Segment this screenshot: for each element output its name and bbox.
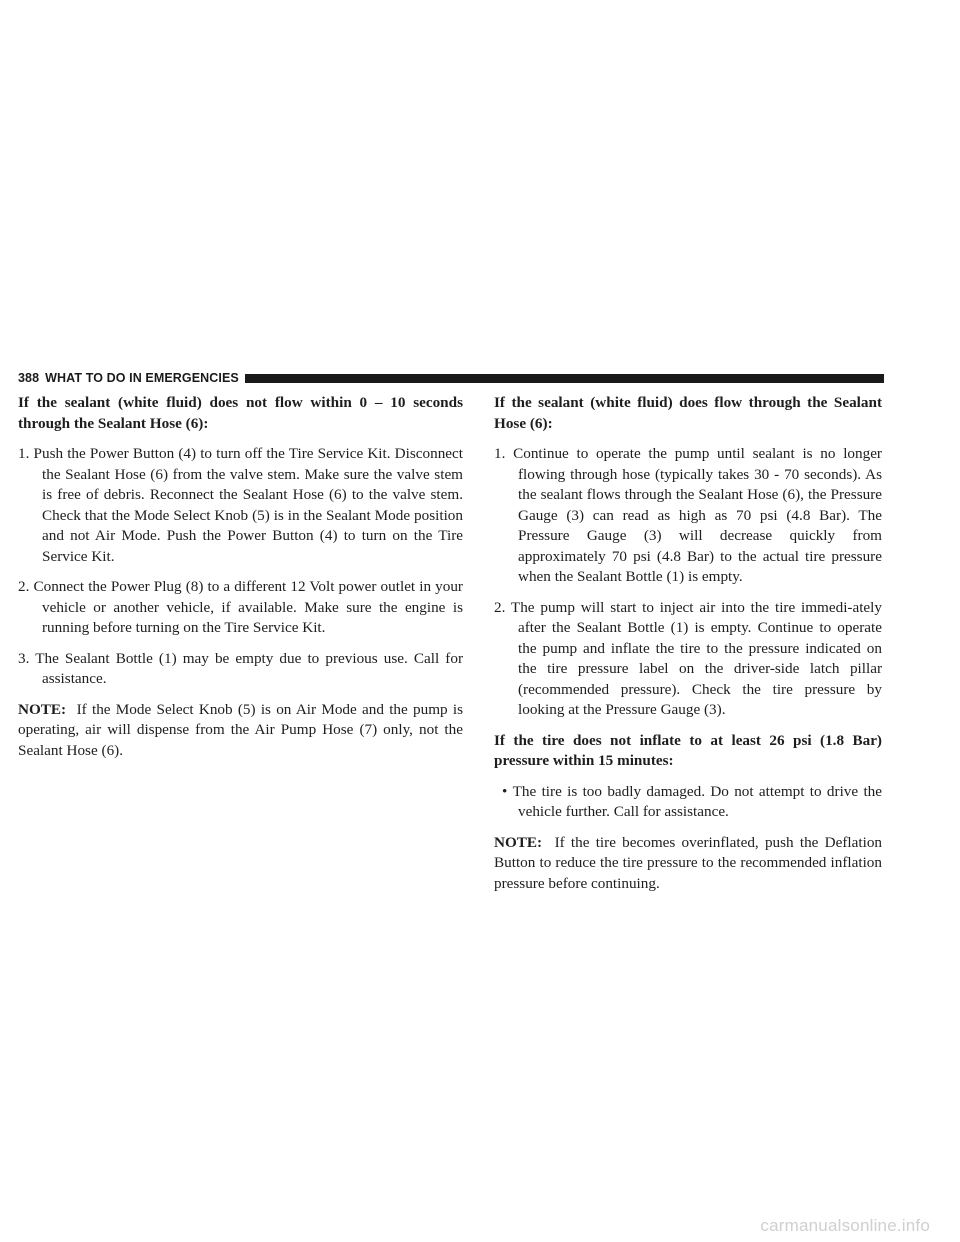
note-text: If the Mode Select Knob (5) is on Air Mode and the pump is operating, air will dispense from the Air Pump Hose (7) only, not the Sealant Hose (6). <box>18 700 463 759</box>
watermark: carmanualsonline.info <box>760 1216 930 1235</box>
bullet-icon: • <box>502 782 508 800</box>
section-title: WHAT TO DO IN EMERGENCIES <box>45 371 239 385</box>
note-label: NOTE: <box>18 700 67 718</box>
page-number: 388 <box>18 371 40 385</box>
right-step: 1. Continue to operate the pump until sealant is no longer flowing through hose (typically takes 30 - 70 seconds). As the sealant flows through the Sealant Hose (6), the Pressure Gauge (3) can read as high as 70 psi (4.8 Bar). The Pressure Gauge (3) will decrease quickly from approximately 70 psi (4.8 Bar) to the actual tire pressure when the Sealant Bottle (1) is empty. <box>494 445 882 585</box>
note-label: NOTE: <box>494 833 543 851</box>
left-note <box>18 700 463 762</box>
left-heading: If the sealant (white fluid) does not flow within 0 – 10 seconds through the Sealant Hose (6): <box>18 394 463 432</box>
left-step: 3. The Sealant Bottle (1) may be empty due to previous use. Call for assistance. <box>18 649 463 687</box>
right-heading-2: If the tire does not inflate to at least 26 psi (1.8 Bar) pressure within 15 minutes: <box>494 731 882 769</box>
left-column <box>18 393 463 771</box>
note-text: If the tire becomes overinflated, push the Deflation Button to reduce the tire pressure to the recommended inflation pressure before continuing. <box>494 833 883 892</box>
right-column <box>494 393 882 904</box>
right-note <box>494 833 882 895</box>
right-heading: If the sealant (white fluid) does flow through the Sealant Hose (6): <box>494 394 882 432</box>
page-header <box>18 371 884 385</box>
left-step: 2. Connect the Power Plug (8) to a different 12 Volt power outlet in your vehicle or another vehicle, if available. Make sure the engine is running before turning on the Tire Service Kit. <box>18 578 463 636</box>
left-step: 1. Push the Power Button (4) to turn off the Tire Service Kit. Disconnect the Sealant Hose (6) from the valve stem. Make sure the valve stem is free of debris. Reconnect the Sealant Hose (6) to the valve stem. Check that the Mode Select Knob (5) is in the Sealant Mode position and not Air Mode. Push the Power Button (4) to turn on the Tire Service Kit. <box>18 445 463 565</box>
right-step: 2. The pump will start to inject air into the tire immedi-ately after the Sealant Bottle (1) is empty. Continue to operate the pump and inflate the tire to the pressure indicated on the tire pressure label on the driver-side latch pillar (recommended pressure). Check the tire pressure by looking at the Pressure Gauge (3). <box>494 598 882 718</box>
bullet-item <box>494 782 882 823</box>
header-rule <box>245 374 884 383</box>
bullet-text: The tire is too badly damaged. Do not attempt to drive the vehicle further. Call for assistance. <box>512 782 882 820</box>
